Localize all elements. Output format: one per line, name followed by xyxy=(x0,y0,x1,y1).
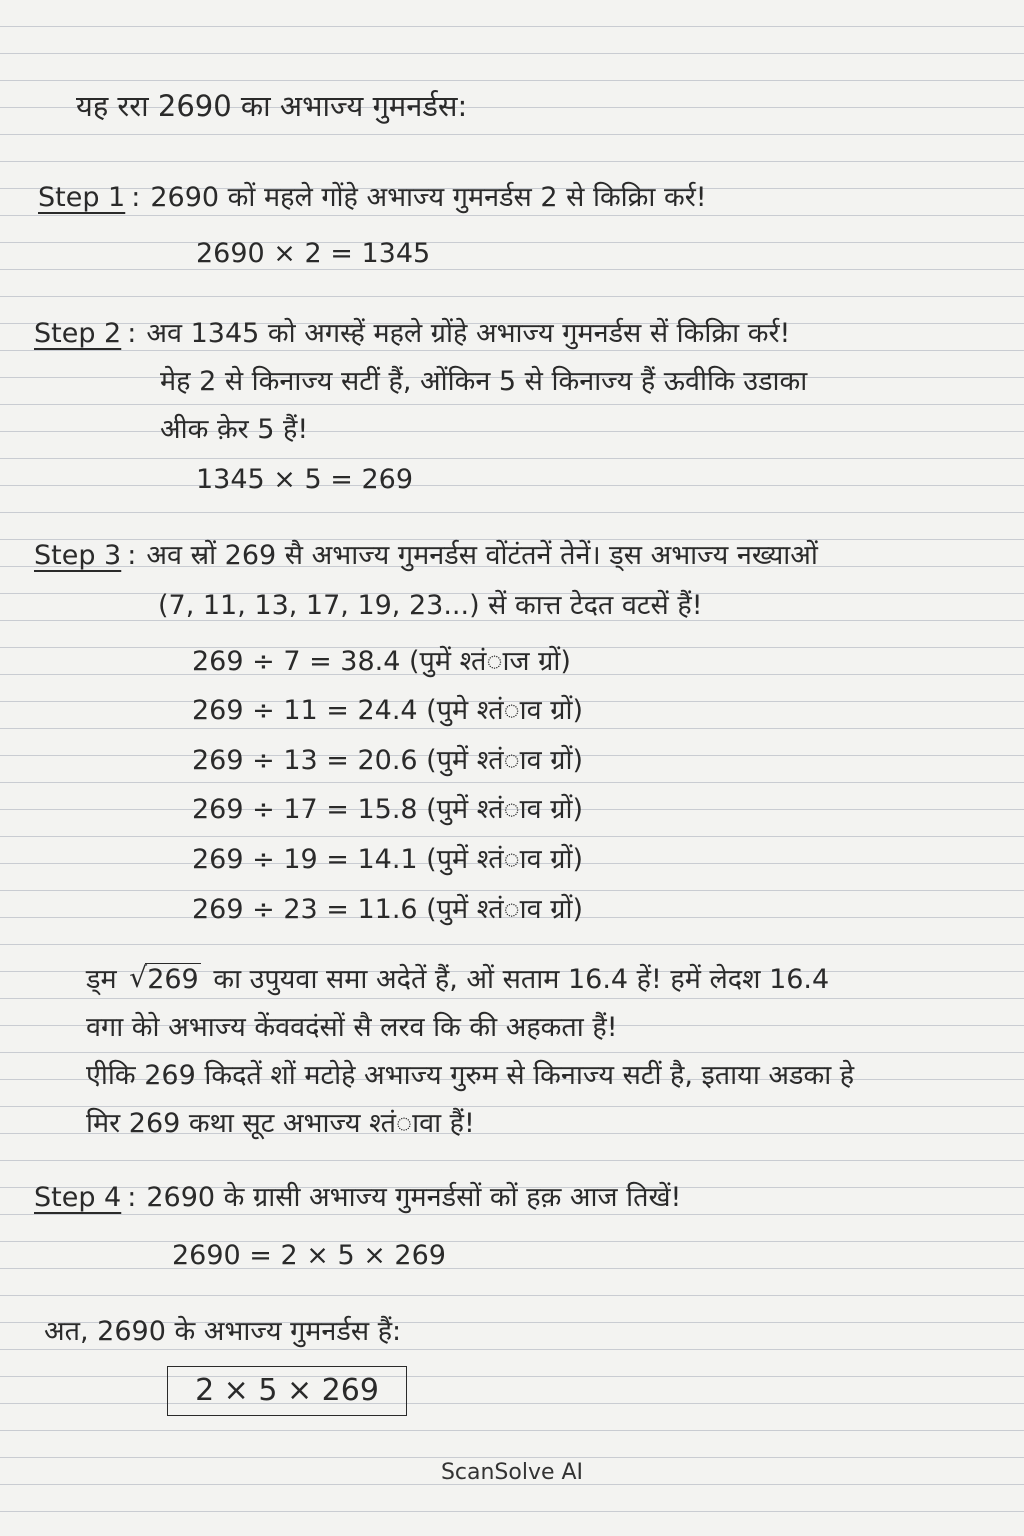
step-3-row: Step 3 : अव स्रों 269 सै अभाज्य गुमनर्डस वोंटंतनें तेनें। ड्स अभाज्य नख्याओं xyxy=(34,538,818,574)
footer-brand: ScanSolve AI xyxy=(440,1460,584,1485)
division-equation: 269 ÷ 13 = 20.6 (पुमें श्तंाव ग्रों) xyxy=(192,745,584,776)
step-2-row: Step 2 : अव 1345 को अगस्हें महले ग्रोंहे अभाज्य गुमनर्डस सें किक्रिा कर्र! xyxy=(34,316,790,352)
step-3-line-2: (7, 11, 13, 17, 19, 23...) सें कात्त टेदत वटसें हैं! xyxy=(158,590,703,621)
step-3-label: Step 3 xyxy=(34,540,122,571)
step-2-equation: 1345 × 5 = 269 xyxy=(196,464,414,495)
step-2-label: Step 2 xyxy=(34,318,122,349)
sqrt-note-line-3: एीकि 269 किदतें शों मटोहे अभाज्य गुरुम से किनाज्य सटीं है, इताया अडका हे xyxy=(86,1060,855,1091)
step-1-label: Step 1 xyxy=(38,182,126,213)
sqrt-note-line-1 xyxy=(86,962,829,998)
division-equation: 269 ÷ 23 = 11.6 (पुमें श्तंाव ग्रों) xyxy=(192,894,584,925)
conclusion-text: अत, 2690 के अभाज्य गुमनर्डस हैं: xyxy=(44,1316,402,1347)
division-equation: 269 ÷ 11 = 24.4 (पुमे श्तंाव ग्रों) xyxy=(192,695,584,726)
sqrt-note-prefix: ड्म xyxy=(86,964,117,995)
step-4-row: Step 4 : 2690 के ग्रासी अभाज्य गुमनर्डसों कों हक़ आज तिखें! xyxy=(34,1180,681,1216)
division-equation: 269 ÷ 17 = 15.8 (पुमें श्तंाव ग्रों) xyxy=(192,794,584,825)
step-3-line-1: अव स्रों 269 सै अभाज्य गुमनर्डस वोंटंतनें तेनें। ड्स अभाज्य नख्याओं xyxy=(146,540,818,571)
final-answer: 2 × 5 × 269 xyxy=(195,1373,379,1408)
page-title: यह ररा 2690 का अभाज्य गुमनर्डस: xyxy=(76,89,468,123)
step-2-line-3: अीक क़ेर 5 हैं! xyxy=(160,414,309,445)
division-equation: 269 ÷ 7 = 38.4 (पुमें श्तंाज ग्रों) xyxy=(192,646,571,677)
sqrt-note-suffix: का उपुयवा समा अदेतें हैं, ओं सताम 16.4 हें! हमें लेदश 16.4 xyxy=(213,964,830,995)
division-equation: 269 ÷ 19 = 14.1 (पुमें श्तंाव ग्रों) xyxy=(192,844,584,875)
step-1-equation: 2690 × 2 = 1345 xyxy=(196,238,431,269)
step-2-line-2: मेह 2 से किनाज्य सटीं हैं, ओंकिन 5 से किनाज्य हैं ऊवीकि उडाका xyxy=(160,366,808,397)
step-1-row: Step 1 : 2690 कों महले गोंहे अभाज्य गुमनर्डस 2 से किक्रिा कर्र! xyxy=(38,180,707,216)
sqrt-note-line-2: वगा केो अभाज्य केंववदंसों सै लरव कि की अहकता हैं! xyxy=(86,1012,618,1043)
step-1-text: 2690 कों महले गोंहे अभाज्य गुमनर्डस 2 से किक्रिा कर्र! xyxy=(150,182,707,213)
sqrt-radicand: 269 xyxy=(147,964,199,995)
final-answer-box xyxy=(167,1366,407,1416)
step-4-text: 2690 के ग्रासी अभाज्य गुमनर्डसों कों हक़ आज तिखें! xyxy=(146,1182,682,1213)
step-2-line-1: अव 1345 को अगस्हें महले ग्रोंहे अभाज्य गुमनर्डस सें किक्रिा कर्र! xyxy=(146,318,791,349)
square-root-symbol: √ 269 xyxy=(129,961,199,995)
sqrt-note-line-4: मिर 269 कथा सूट अभाज्य श्तंावा हैं! xyxy=(86,1108,475,1139)
step-4-label: Step 4 xyxy=(34,1182,122,1213)
step-4-equation: 2690 = 2 × 5 × 269 xyxy=(172,1240,446,1271)
